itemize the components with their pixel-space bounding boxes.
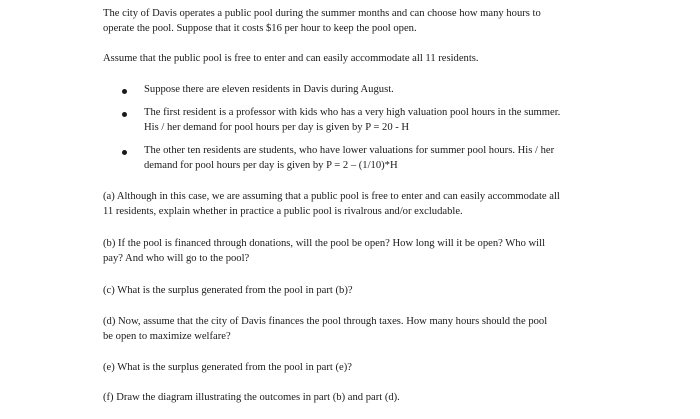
question-b-line-2: pay? And who will go to the pool? <box>103 252 250 264</box>
assumption-paragraph: Assume that the public pool is free to enter and can easily accommodate all 11 residents. <box>103 53 479 64</box>
bullet-2-line-2: His / her demand for pool hours per day is given by P = 20 - H <box>144 121 410 133</box>
bullet-3-line-2: demand for pool hours per day is given by P = 2 – (1/10)*H <box>144 159 398 171</box>
question-b <box>103 237 603 266</box>
question-f-line-1: (f) Draw the diagram illustrating the outcomes in part (b) and part (d). <box>103 392 400 403</box>
question-a <box>103 190 603 219</box>
question-f <box>103 391 603 406</box>
bullet-item-3 <box>144 144 604 173</box>
question-d-line-2: be open to maximize welfare? <box>103 330 231 342</box>
bullet-marker-3 <box>122 150 127 155</box>
bullet-marker-2 <box>122 112 127 117</box>
question-c <box>103 284 603 299</box>
intro-paragraph <box>103 7 603 36</box>
bullet-marker-1 <box>122 89 127 94</box>
question-d <box>103 315 603 344</box>
bullet-3-line-1: The other ten residents are students, who have lower valuations for summer pool hours. His / her <box>144 145 555 156</box>
question-a-line-2: 11 residents, explain whether in practice a public pool is rivalrous and/or excludable. <box>103 205 463 217</box>
intro-line-2: operate the pool. Suppose that it costs $16 per hour to keep the pool open. <box>103 22 417 34</box>
question-d-line-1: (d) Now, assume that the city of Davis finances the pool through taxes. How many hours should the pool <box>103 316 548 327</box>
bullet-1-line-1: Suppose there are eleven residents in Davis during August. <box>144 84 394 95</box>
bullet-2-line-1: The first resident is a professor with kids who has a very high valuation pool hours in the summer. <box>144 107 561 118</box>
bullet-item-1 <box>144 83 604 98</box>
intro-line-1: The city of Davis operates a public pool during the summer months and can choose how many hours to <box>103 8 541 19</box>
question-b-line-1: (b) If the pool is financed through donations, will the pool be open? How long will it be open? Who will <box>103 238 546 249</box>
bullet-item-2 <box>144 106 604 135</box>
question-e <box>103 361 603 376</box>
question-a-line-1: (a) Although in this case, we are assuming that a public pool is free to enter and can easily accommodate all <box>103 191 560 202</box>
question-c-line-1: (c) What is the surplus generated from the pool in part (b)? <box>103 285 353 296</box>
question-e-line-1: (e) What is the surplus generated from the pool in part (e)? <box>103 362 352 373</box>
